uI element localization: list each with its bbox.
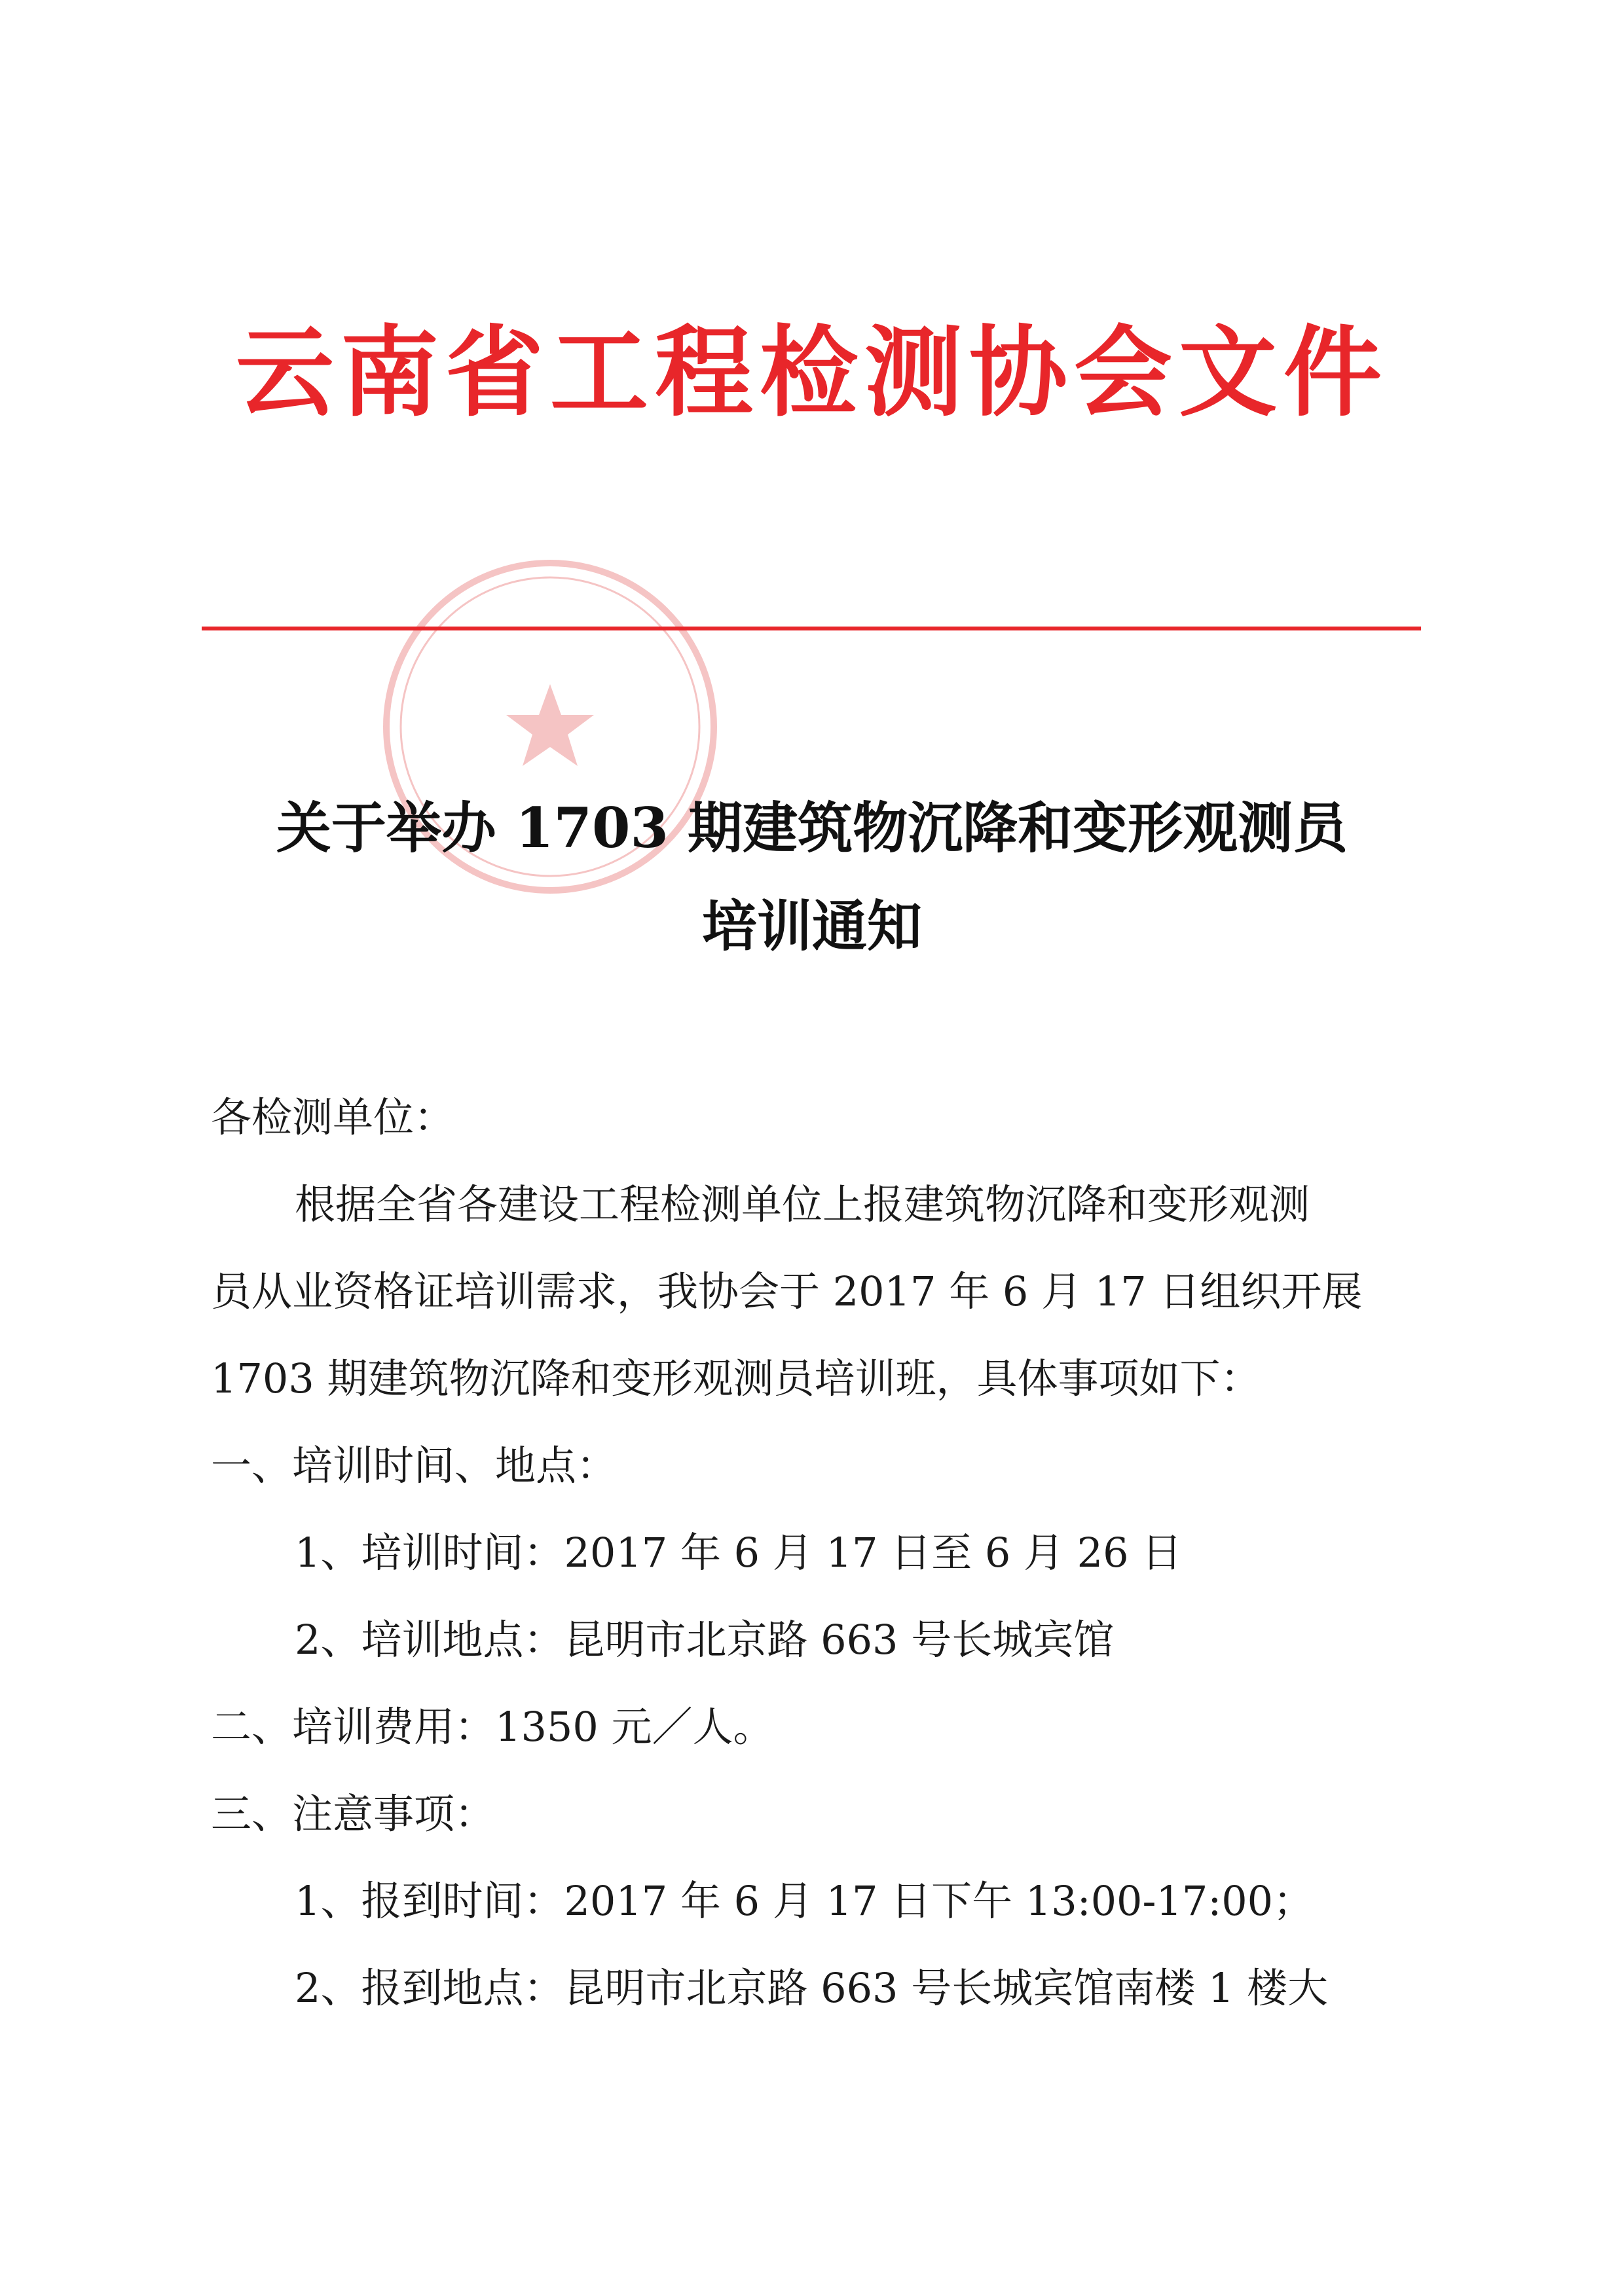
document-title-line-2: 培训通知 — [701, 894, 922, 958]
document-title-line-1: 关于举办 1703 期建筑物沉降和变形观测员 — [276, 795, 1348, 860]
document-body — [211, 1074, 1390, 2032]
salutation: 各检测单位： — [211, 1093, 455, 1141]
section-item: 2、报到地点：昆明市北京路 663 号长城宾馆南楼 1 楼大 — [295, 1964, 1329, 2012]
section-heading: 三、注意事项： — [211, 1790, 496, 1838]
intro-paragraph-line: 1703 期建筑物沉降和变形观测员培训班，具体事项如下： — [211, 1355, 1261, 1402]
intro-paragraph-line: 员从业资格证培训需求，我协会于 2017 年 6 月 17 日组织开展 — [211, 1267, 1363, 1315]
header-divider — [202, 627, 1421, 630]
section-heading: 一、培训时间、地点： — [211, 1442, 618, 1489]
document-title — [196, 779, 1428, 975]
section-item: 1、培训时间：2017 年 6 月 17 日至 6 月 26 日 — [295, 1529, 1183, 1576]
section-item: 1、报到时间：2017 年 6 月 17 日下午 13:00-17:00； — [295, 1877, 1314, 1925]
organization-header-title: 云南省工程检测协会文件 — [235, 316, 1388, 430]
section-item: 2、培训地点：昆明市北京路 663 号长城宾馆 — [295, 1616, 1115, 1664]
intro-paragraph-line: 根据全省各建设工程检测单位上报建筑物沉降和变形观测 — [295, 1180, 1310, 1228]
section-heading: 二、培训费用：1350 元／人。 — [211, 1703, 774, 1751]
